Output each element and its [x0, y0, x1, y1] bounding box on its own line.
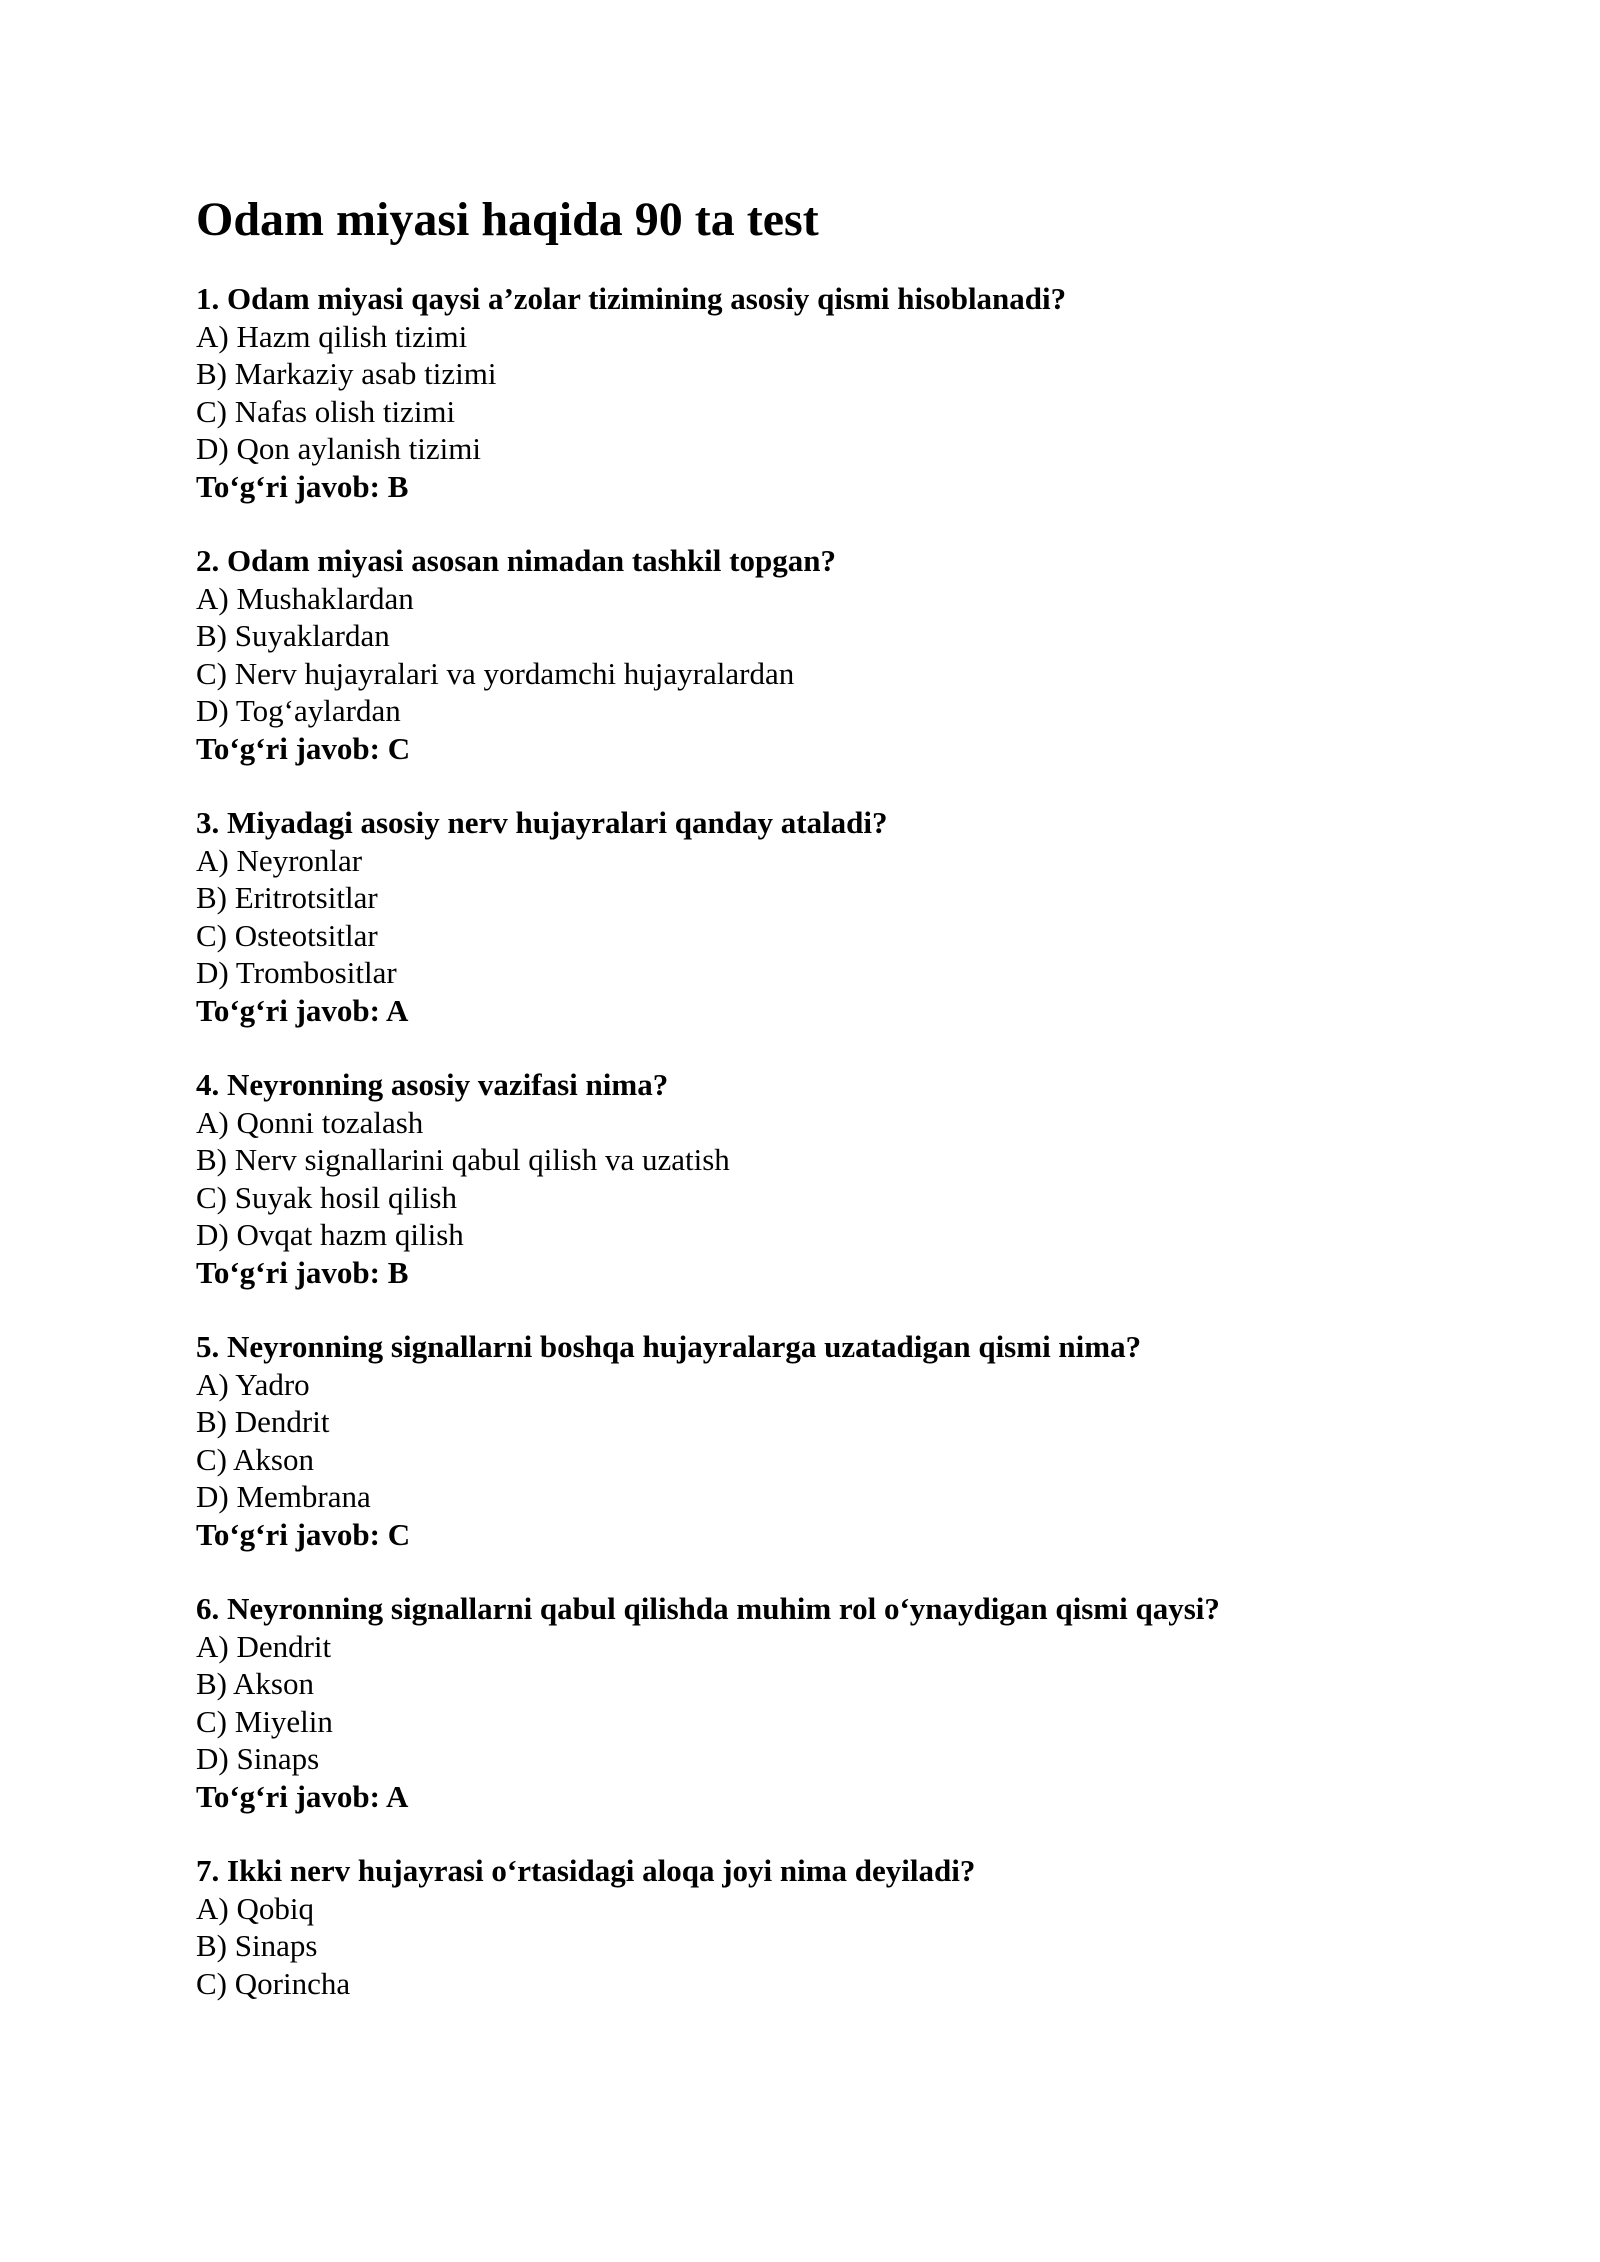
question-block [196, 280, 1446, 505]
answer-option: B) Akson [196, 1666, 314, 1701]
answer-option: C) Nafas olish tizimi [196, 393, 456, 429]
question-text: 3. Miyadagi asosiy nerv hujayralari qanday ataladi? [196, 805, 888, 840]
answer-option: A) Dendrit [196, 1628, 332, 1664]
answer-option: C) Nerv hujayralari va yordamchi hujayralardan [196, 655, 795, 691]
question-text: 2. Odam miyasi asosan nimadan tashkil topgan? [196, 543, 836, 578]
question-text: 5. Neyronning signallarni boshqa hujayralarga uzatadigan qismi nima? [196, 1329, 1142, 1364]
question-text: 4. Neyronning asosiy vazifasi nima? [196, 1067, 669, 1102]
answer-option: B) Markaziy asab tizimi [196, 356, 497, 391]
correct-answer: To‘g‘ri javob: B [196, 468, 409, 504]
question-text: 1. Odam miyasi qaysi a’zolar tizimining asosiy qismi hisoblanadi? [196, 281, 1067, 316]
answer-option: D) Sinaps [196, 1741, 320, 1776]
answer-option: A) Mushaklardan [196, 580, 414, 616]
correct-answer: To‘g‘ri javob: A [196, 992, 409, 1028]
answer-option: D) Ovqat hazm qilish [196, 1217, 464, 1252]
answer-option: B) Suyaklardan [196, 618, 390, 653]
answer-option: D) Membrana [196, 1479, 371, 1514]
correct-answer: To‘g‘ri javob: C [196, 730, 411, 766]
correct-answer: To‘g‘ri javob: A [196, 1778, 409, 1814]
answer-option: C) Miyelin [196, 1703, 333, 1739]
question-block [196, 1852, 1446, 2002]
answer-option: B) Eritrotsitlar [196, 880, 378, 915]
answer-option: D) Tog‘aylardan [196, 693, 401, 728]
answer-option: D) Qon aylanish tizimi [196, 431, 481, 466]
question-text: 6. Neyronning signallarni qabul qilishda muhim rol o‘ynaydigan qismi qaysi? [196, 1591, 1220, 1626]
question-text: 7. Ikki nerv hujayrasi o‘rtasidagi aloqa joyi nima deyiladi? [196, 1853, 976, 1888]
answer-option: A) Qobiq [196, 1890, 314, 1926]
answer-option: A) Qonni tozalash [196, 1104, 424, 1140]
question-block [196, 1328, 1446, 1553]
question-block [196, 804, 1446, 1029]
question-block [196, 542, 1446, 767]
document-page [196, 190, 1446, 2039]
question-block [196, 1066, 1446, 1291]
answer-option: A) Hazm qilish tizimi [196, 318, 468, 354]
question-list [196, 280, 1446, 2002]
answer-option: B) Dendrit [196, 1404, 330, 1439]
correct-answer: To‘g‘ri javob: B [196, 1254, 409, 1290]
answer-option: C) Akson [196, 1441, 314, 1477]
answer-option: A) Neyronlar [196, 842, 363, 878]
question-block [196, 1590, 1446, 1815]
answer-option: B) Sinaps [196, 1928, 318, 1963]
answer-option: D) Trombositlar [196, 955, 397, 990]
answer-option: C) Qorincha [196, 1965, 351, 2001]
answer-option: A) Yadro [196, 1366, 310, 1402]
answer-option: B) Nerv signallarini qabul qilish va uzatish [196, 1142, 730, 1177]
answer-option: C) Suyak hosil qilish [196, 1179, 457, 1215]
document-title: Odam miyasi haqida 90 ta test [196, 193, 819, 246]
correct-answer: To‘g‘ri javob: C [196, 1516, 411, 1552]
answer-option: C) Osteotsitlar [196, 917, 378, 953]
